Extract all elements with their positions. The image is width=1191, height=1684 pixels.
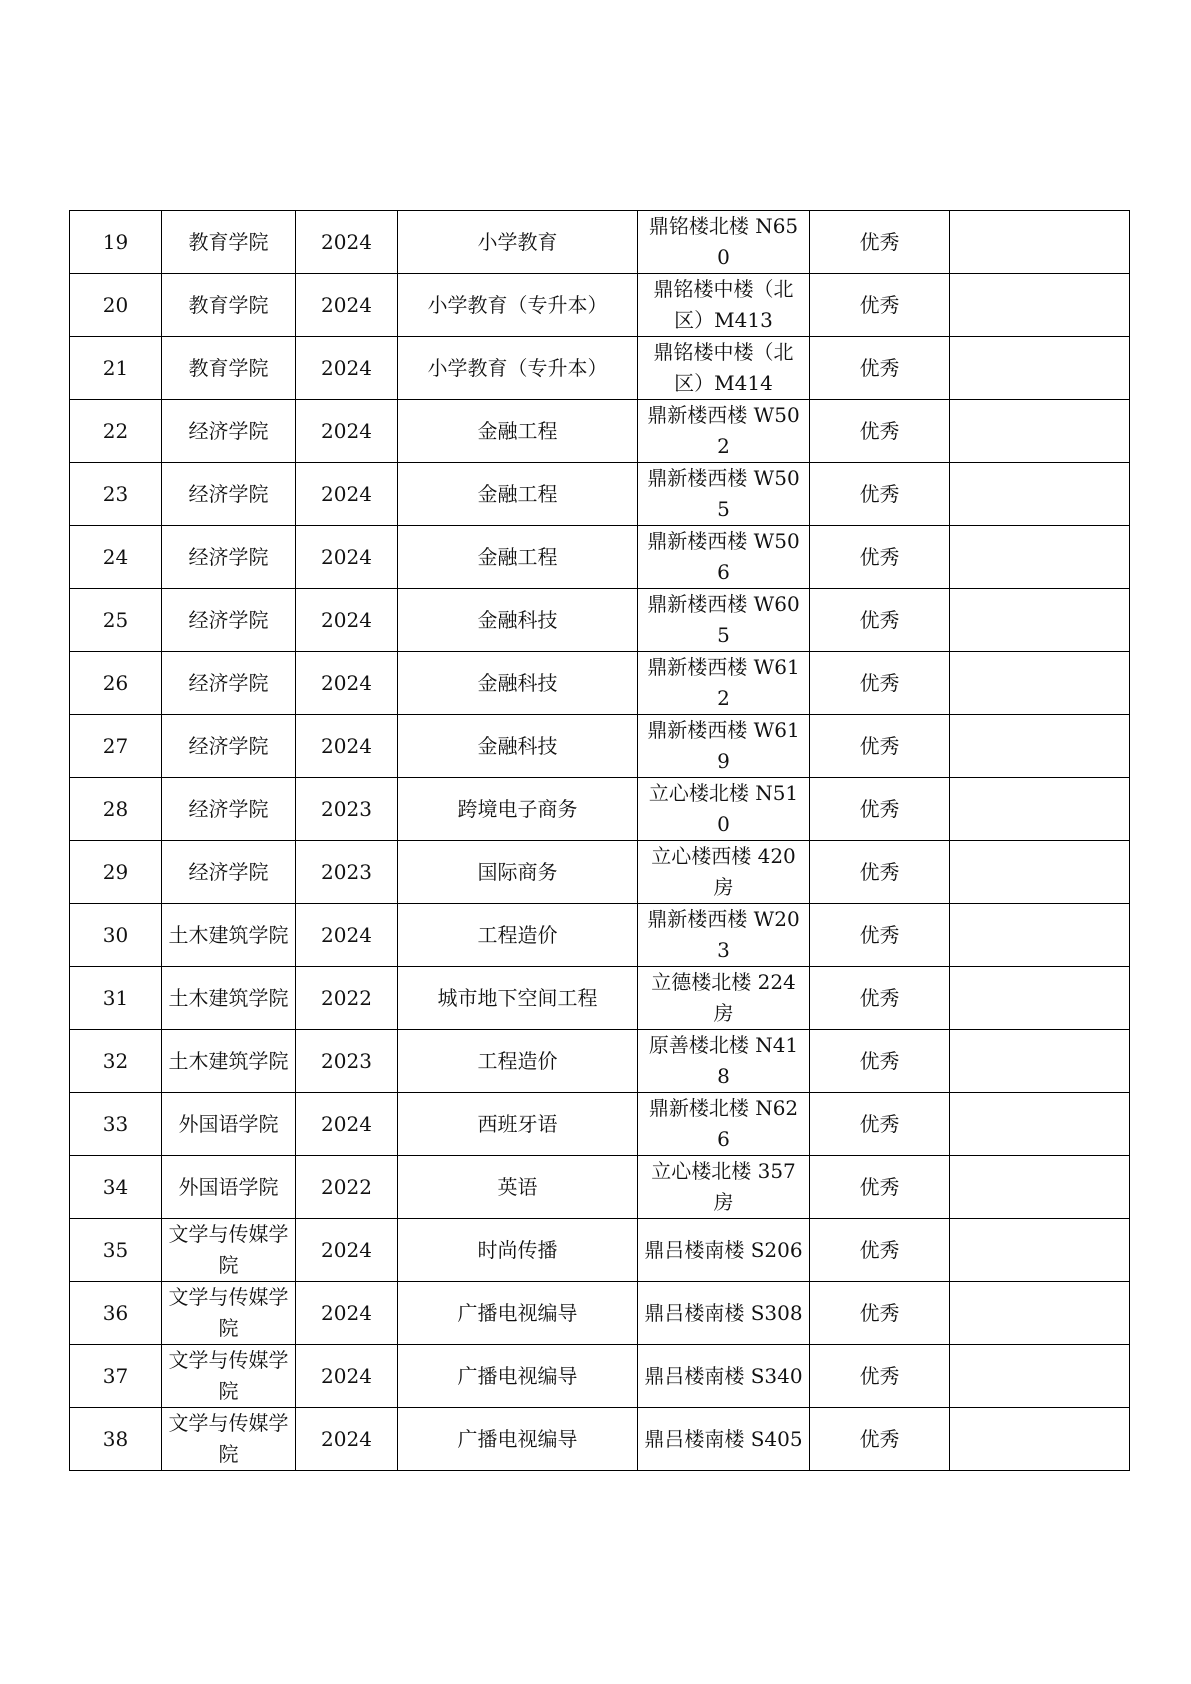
cell-room: 原善楼北楼 N418 [638, 1030, 810, 1093]
cell-note [950, 1282, 1130, 1345]
cell-room: 鼎新楼西楼 W605 [638, 589, 810, 652]
cell-number: 20 [70, 274, 162, 337]
cell-college: 土木建筑学院 [162, 1030, 296, 1093]
cell-grade: 优秀 [810, 211, 950, 274]
cell-year: 2023 [296, 1030, 398, 1093]
cell-room: 立心楼北楼 N510 [638, 778, 810, 841]
cell-room: 鼎铭楼中楼（北区）M414 [638, 337, 810, 400]
cell-year: 2024 [296, 211, 398, 274]
cell-grade: 优秀 [810, 589, 950, 652]
cell-college: 教育学院 [162, 337, 296, 400]
cell-college: 教育学院 [162, 211, 296, 274]
cell-number: 34 [70, 1156, 162, 1219]
cell-note [950, 652, 1130, 715]
cell-note [950, 211, 1130, 274]
cell-college: 文学与传媒学院 [162, 1219, 296, 1282]
cell-major: 跨境电子商务 [398, 778, 638, 841]
table-row [70, 1093, 1130, 1156]
table-row [70, 211, 1130, 274]
cell-room: 鼎铭楼中楼（北区）M413 [638, 274, 810, 337]
cell-major: 金融工程 [398, 463, 638, 526]
table-row [70, 274, 1130, 337]
cell-major: 小学教育 [398, 211, 638, 274]
cell-year: 2024 [296, 1093, 398, 1156]
cell-note [950, 1345, 1130, 1408]
table-row [70, 778, 1130, 841]
cell-college: 土木建筑学院 [162, 967, 296, 1030]
cell-number: 30 [70, 904, 162, 967]
cell-room: 立心楼北楼 357 房 [638, 1156, 810, 1219]
table-body [70, 211, 1130, 1471]
cell-major: 金融工程 [398, 526, 638, 589]
cell-room: 鼎新楼西楼 W619 [638, 715, 810, 778]
cell-room: 鼎新楼北楼 N626 [638, 1093, 810, 1156]
cell-grade: 优秀 [810, 526, 950, 589]
cell-number: 22 [70, 400, 162, 463]
cell-note [950, 715, 1130, 778]
cell-year: 2024 [296, 589, 398, 652]
table-row [70, 400, 1130, 463]
cell-note [950, 589, 1130, 652]
cell-note [950, 1093, 1130, 1156]
cell-note [950, 526, 1130, 589]
cell-note [950, 1030, 1130, 1093]
cell-year: 2024 [296, 274, 398, 337]
cell-grade: 优秀 [810, 463, 950, 526]
cell-year: 2024 [296, 652, 398, 715]
cell-college: 教育学院 [162, 274, 296, 337]
cell-number: 37 [70, 1345, 162, 1408]
cell-number: 23 [70, 463, 162, 526]
cell-year: 2024 [296, 904, 398, 967]
cell-year: 2024 [296, 1345, 398, 1408]
cell-number: 33 [70, 1093, 162, 1156]
cell-college: 经济学院 [162, 778, 296, 841]
cell-grade: 优秀 [810, 1030, 950, 1093]
cell-major: 金融科技 [398, 589, 638, 652]
cell-grade: 优秀 [810, 337, 950, 400]
cell-major: 广播电视编导 [398, 1408, 638, 1471]
cell-room: 立心楼西楼 420 房 [638, 841, 810, 904]
cell-college: 文学与传媒学院 [162, 1345, 296, 1408]
table-row [70, 841, 1130, 904]
cell-major: 时尚传播 [398, 1219, 638, 1282]
table-row [70, 904, 1130, 967]
cell-college: 经济学院 [162, 463, 296, 526]
cell-major: 广播电视编导 [398, 1282, 638, 1345]
cell-year: 2024 [296, 715, 398, 778]
cell-college: 文学与传媒学院 [162, 1408, 296, 1471]
cell-college: 文学与传媒学院 [162, 1282, 296, 1345]
cell-year: 2024 [296, 1219, 398, 1282]
table-row [70, 337, 1130, 400]
cell-room: 鼎新楼西楼 W502 [638, 400, 810, 463]
cell-room: 鼎新楼西楼 W505 [638, 463, 810, 526]
cell-room: 立德楼北楼 224 房 [638, 967, 810, 1030]
cell-college: 外国语学院 [162, 1156, 296, 1219]
cell-grade: 优秀 [810, 1408, 950, 1471]
cell-note [950, 463, 1130, 526]
cell-number: 24 [70, 526, 162, 589]
cell-major: 西班牙语 [398, 1093, 638, 1156]
cell-note [950, 400, 1130, 463]
cell-grade: 优秀 [810, 715, 950, 778]
cell-college: 经济学院 [162, 400, 296, 463]
cell-note [950, 274, 1130, 337]
cell-grade: 优秀 [810, 1093, 950, 1156]
cell-college: 经济学院 [162, 526, 296, 589]
cell-year: 2023 [296, 778, 398, 841]
cell-grade: 优秀 [810, 778, 950, 841]
table-row [70, 1219, 1130, 1282]
table-row [70, 652, 1130, 715]
cell-number: 35 [70, 1219, 162, 1282]
cell-number: 27 [70, 715, 162, 778]
cell-college: 经济学院 [162, 652, 296, 715]
cell-note [950, 841, 1130, 904]
cell-number: 32 [70, 1030, 162, 1093]
cell-major: 小学教育（专升本） [398, 337, 638, 400]
table-row [70, 526, 1130, 589]
cell-room: 鼎吕楼南楼 S340 [638, 1345, 810, 1408]
cell-number: 21 [70, 337, 162, 400]
cell-grade: 优秀 [810, 274, 950, 337]
cell-grade: 优秀 [810, 841, 950, 904]
cell-year: 2024 [296, 1282, 398, 1345]
cell-room: 鼎新楼西楼 W506 [638, 526, 810, 589]
cell-room: 鼎新楼西楼 W203 [638, 904, 810, 967]
cell-grade: 优秀 [810, 1345, 950, 1408]
cell-year: 2022 [296, 967, 398, 1030]
cell-grade: 优秀 [810, 1156, 950, 1219]
table-row [70, 1030, 1130, 1093]
table-row [70, 463, 1130, 526]
cell-year: 2024 [296, 337, 398, 400]
cell-room: 鼎新楼西楼 W612 [638, 652, 810, 715]
cell-major: 小学教育（专升本） [398, 274, 638, 337]
cell-number: 19 [70, 211, 162, 274]
cell-grade: 优秀 [810, 967, 950, 1030]
cell-number: 29 [70, 841, 162, 904]
cell-major: 英语 [398, 1156, 638, 1219]
cell-year: 2022 [296, 1156, 398, 1219]
cell-number: 31 [70, 967, 162, 1030]
cell-number: 28 [70, 778, 162, 841]
cell-room: 鼎铭楼北楼 N650 [638, 211, 810, 274]
cell-major: 国际商务 [398, 841, 638, 904]
cell-major: 广播电视编导 [398, 1345, 638, 1408]
table-row [70, 1408, 1130, 1471]
table-row [70, 967, 1130, 1030]
cell-room: 鼎吕楼南楼 S206 [638, 1219, 810, 1282]
cell-note [950, 904, 1130, 967]
cell-year: 2024 [296, 526, 398, 589]
cell-year: 2024 [296, 463, 398, 526]
cell-year: 2023 [296, 841, 398, 904]
cell-year: 2024 [296, 1408, 398, 1471]
cell-number: 38 [70, 1408, 162, 1471]
cell-college: 经济学院 [162, 589, 296, 652]
cell-grade: 优秀 [810, 652, 950, 715]
cell-number: 25 [70, 589, 162, 652]
dormitory-table [69, 210, 1130, 1471]
cell-college: 经济学院 [162, 715, 296, 778]
cell-major: 城市地下空间工程 [398, 967, 638, 1030]
cell-grade: 优秀 [810, 1282, 950, 1345]
table-row [70, 715, 1130, 778]
cell-major: 金融科技 [398, 715, 638, 778]
cell-note [950, 1408, 1130, 1471]
table-row [70, 1156, 1130, 1219]
cell-room: 鼎吕楼南楼 S405 [638, 1408, 810, 1471]
cell-year: 2024 [296, 400, 398, 463]
cell-note [950, 1219, 1130, 1282]
cell-grade: 优秀 [810, 1219, 950, 1282]
cell-major: 金融工程 [398, 400, 638, 463]
cell-major: 金融科技 [398, 652, 638, 715]
cell-grade: 优秀 [810, 400, 950, 463]
cell-grade: 优秀 [810, 904, 950, 967]
cell-note [950, 967, 1130, 1030]
cell-college: 外国语学院 [162, 1093, 296, 1156]
cell-major: 工程造价 [398, 1030, 638, 1093]
cell-note [950, 778, 1130, 841]
cell-college: 土木建筑学院 [162, 904, 296, 967]
cell-note [950, 1156, 1130, 1219]
cell-number: 26 [70, 652, 162, 715]
cell-number: 36 [70, 1282, 162, 1345]
table-row [70, 589, 1130, 652]
cell-room: 鼎吕楼南楼 S308 [638, 1282, 810, 1345]
cell-note [950, 337, 1130, 400]
table-row [70, 1345, 1130, 1408]
cell-major: 工程造价 [398, 904, 638, 967]
table-row [70, 1282, 1130, 1345]
cell-college: 经济学院 [162, 841, 296, 904]
